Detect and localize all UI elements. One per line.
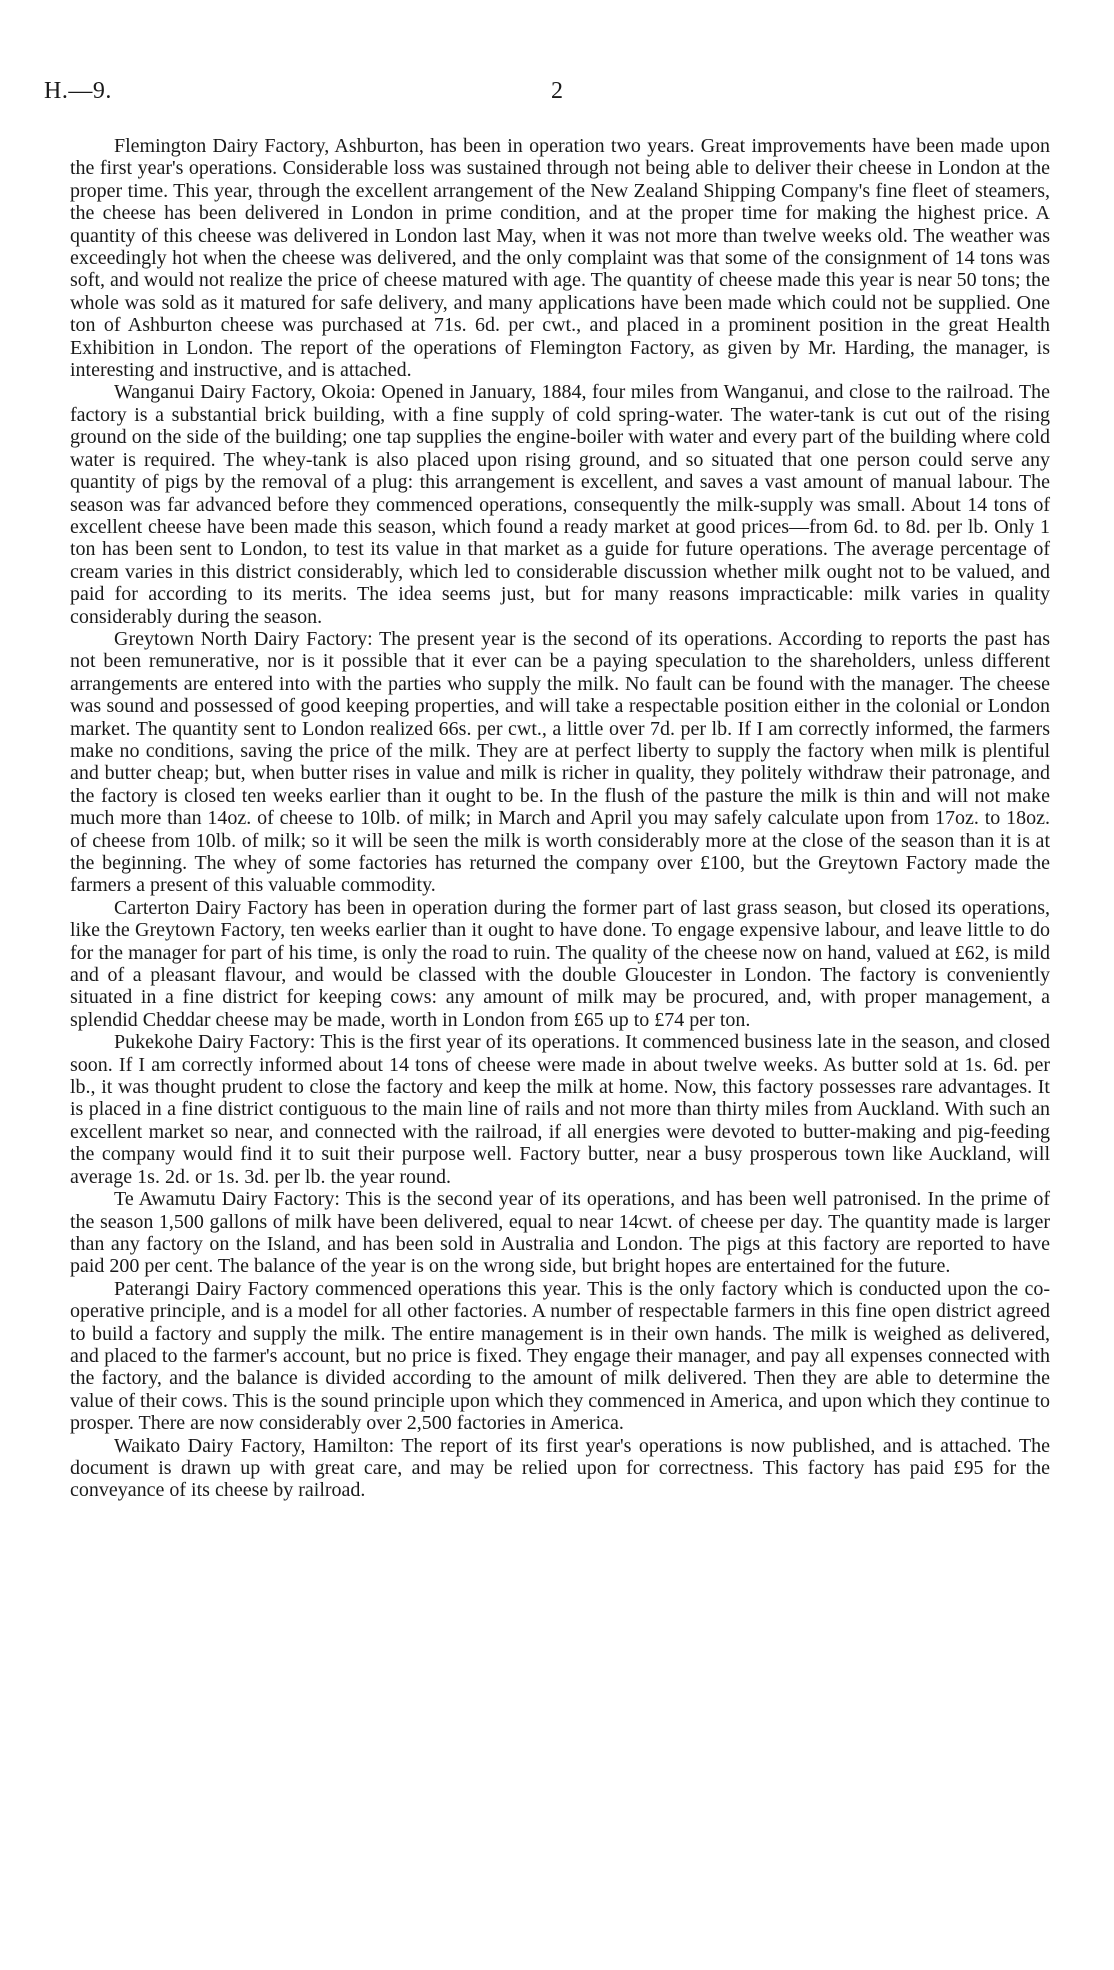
- page-header: [44, 78, 1070, 112]
- paragraph-flemington: Flemington Dairy Factory, Ashburton, has been in operation two years. Great improvements have been made upon the first year's operations. Considerable loss was sustained through not being able to deliver their cheese in London at the proper time. This year, through the excellent arrangement of the New Zealand Shipping Company's fine fleet of steamers, the cheese has been delivered in London in prime condition, and at the proper time for making the highest price. A quantity of this cheese was delivered in London last May, when it was not more than twelve weeks old. The weather was exceedingly hot when the cheese was delivered, and the only complaint was that some of the consignment of 14 tons was soft, and would not realize the price of cheese matured with age. The quantity of cheese made this year is near 50 tons; the whole was sold as it matured for safe delivery, and many applications have been made which could not be supplied. One ton of Ashburton cheese was purchased at 71s. 6d. per cwt., and placed in a prominent position in the great Health Exhibition in London. The report of the operations of Flemington Factory, as given by Mr. Harding, the manager, is interesting and instructive, and is attached.: [70, 135, 1050, 382]
- paragraph-wanganui: Wanganui Dairy Factory, Okoia: Opened in January, 1884, four miles from Wanganui, and close to the railroad. The factory is a substantial brick building, with a fine supply of cold spring-water. The water-tank is cut out of the rising ground on the side of the building; one tap supplies the engine-boiler with water and every part of the building where cold water is required. The whey-tank is also placed upon rising ground, and so situated that one person could serve any quantity of pigs by the removal of a plug: this arrangement is excellent, and saves a vast amount of manual labour. The season was far advanced before they commenced operations, consequently the milk-supply was small. About 14 tons of excellent cheese have been made this season, which found a ready market at good prices—from 6d. to 8d. per lb. Only 1 ton has been sent to London, to test its value in that market as a guide for future operations. The average percentage of cream varies in this district considerably, which led to considerable discussion whether milk ought not to be valued, and paid for according to its merits. The idea seems just, but for many reasons impracticable: milk varies in quality considerably during the season.: [70, 381, 1050, 628]
- paragraph-pukekohe: Pukekohe Dairy Factory: This is the first year of its operations. It commenced business late in the season, and closed soon. If I am correctly informed about 14 tons of cheese were made in about twelve weeks. As butter sold at 1s. 6d. per lb., it was thought prudent to close the factory and keep the milk at home. Now, this factory possesses rare advantages. It is placed in a fine district contiguous to the main line of rails and not more than thirty miles from Auckland. With such an excellent market so near, and connected with the railroad, if all energies were devoted to butter-making and pig-feeding the company would find it to suit their purpose well. Factory butter, near a busy prosperous town like Auckland, will average 1s. 2d. or 1s. 3d. per lb. the year round.: [70, 1031, 1050, 1188]
- paragraph-waikato: Waikato Dairy Factory, Hamilton: The report of its first year's operations is now published, and is attached. The document is drawn up with great care, and may be relied upon for correctness. This factory has paid £95 for the conveyance of its cheese by railroad.: [70, 1434, 1050, 1502]
- report-body: [70, 135, 1050, 1502]
- paragraph-carterton: Carterton Dairy Factory has been in operation during the former part of last grass season, but closed its operations, like the Greytown Factory, ten weeks earlier than it ought to have done. To engage expensive labour, and leave little to do for the manager for part of his time, is only the road to ruin. The quality of the cheese now on hand, valued at £62, is mild and of a pleasant flavour, and would be classed with the double Gloucester in London. The factory is conveniently situated in a fine district for keeping cows: any amount of milk may be procured, and, with proper management, a splendid Cheddar cheese may be made, worth in London from £65 up to £74 per ton.: [70, 896, 1050, 1031]
- paragraph-te-awamutu: Te Awamutu Dairy Factory: This is the second year of its operations, and has been well patronised. In the prime of the season 1,500 gallons of milk have been delivered, equal to near 14cwt. of cheese per day. The quantity made is larger than any factory on the Island, and has been sold in Australia and London. The pigs at this factory are reported to have paid 200 per cent. The balance of the year is on the wrong side, but bright hopes are entertained for the future.: [70, 1188, 1050, 1278]
- paragraph-paterangi: Paterangi Dairy Factory commenced operations this year. This is the only factory which is conducted upon the co-operative principle, and is a model for all other factories. A number of respectable farmers in this fine open district agreed to build a factory and supply the milk. The entire management is in their own hands. The milk is weighed as delivered, and placed to the farmer's account, but no price is fixed. They engage their manager, and pay all expenses connected with the factory, and the balance is divided according to the amount of milk delivered. Then they are able to determine the value of their cows. This is the sound principle upon which they commenced in America, and upon which they continue to prosper. There are now considerably over 2,500 factories in America.: [70, 1277, 1050, 1435]
- page-number: 2: [551, 78, 563, 104]
- document-reference: H.—9.: [44, 78, 112, 104]
- paragraph-greytown: Greytown North Dairy Factory: The present year is the second of its operations. According to reports the past has not been remunerative, nor is it possible that it ever can be a paying speculation to the shareholders, unless different arrangements are entered into with the parties who supply the milk. No fault can be found with the manager. The cheese was sound and possessed of good keeping properties, and will take a respectable position either in the colonial or London market. The quantity sent to London realized 66s. per cwt., a little over 7d. per lb. If I am correctly informed, the farmers make no conditions, saving the price of the milk. They are at perfect liberty to supply the factory when milk is plentiful and butter cheap; but, when butter rises in value and milk is richer in quality, they politely withdraw their patronage, and the factory is closed ten weeks earlier than it ought to be. In the flush of the pasture the milk is thin and will not make much more than 14oz. of cheese to 10lb. of milk; in March and April you may safely calculate upon from 17oz. to 18oz. of cheese from 10lb. of milk; so it will be seen the milk is worth considerably more at the close of the season than it is at the beginning. The whey of some factories has returned the company over £100, but the Greytown Factory made the farmers a present of this valuable commodity.: [70, 627, 1050, 897]
